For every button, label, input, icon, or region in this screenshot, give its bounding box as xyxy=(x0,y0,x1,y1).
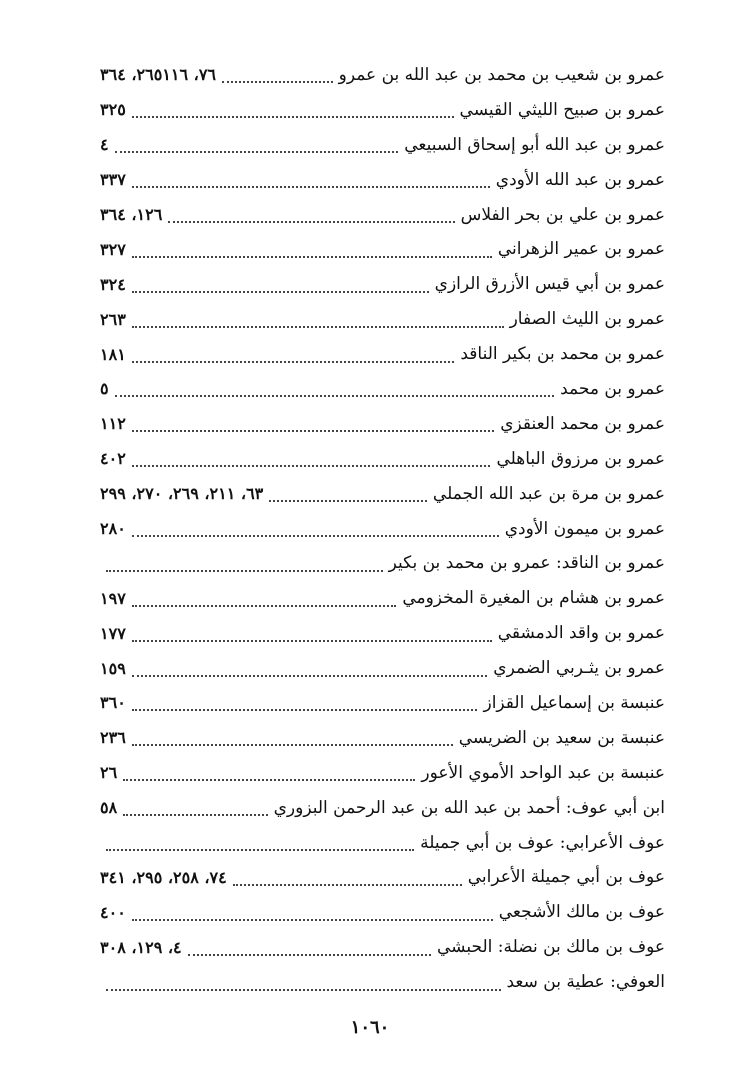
entry-pages: ٤، ١٢٩، ٣٠٨ xyxy=(100,937,182,957)
index-entry xyxy=(100,477,665,512)
index-entry xyxy=(100,616,665,651)
entry-name: عمرو بن الناقد: عمرو بن محمد بن بكير xyxy=(388,553,665,574)
index-entry xyxy=(100,337,665,372)
index-entry xyxy=(100,895,665,930)
index-entry xyxy=(100,965,665,1000)
entry-name: عمرو بن مرة بن عبد الله الجملي xyxy=(432,483,665,504)
dot-leader xyxy=(132,665,487,677)
dot-leader xyxy=(132,699,478,711)
index-entry xyxy=(100,267,665,302)
index-entry xyxy=(100,232,665,267)
entry-name: عمرو بن علي بن بحر الفلاس xyxy=(460,204,665,225)
index-entry xyxy=(100,372,665,407)
index-entry xyxy=(100,686,665,721)
index-entry xyxy=(100,198,665,233)
dot-leader xyxy=(115,141,399,153)
dot-leader xyxy=(132,420,494,432)
index-entry xyxy=(100,756,665,791)
index-entry xyxy=(100,302,665,337)
entry-name: عوف بن مالك بن نضلة: الحبشي xyxy=(437,937,665,958)
entry-name: عمرو بن محمد xyxy=(560,378,665,399)
entry-pages: ٧٤، ٢٥٨، ٢٩٥، ٣٤١ xyxy=(100,867,227,887)
index-entry xyxy=(100,581,665,616)
entry-name: عنبسة بن عبد الواحد الأموي الأعور xyxy=(421,762,665,783)
dot-leader xyxy=(132,734,453,746)
index-entry xyxy=(100,546,665,581)
entry-pages: ٤٠٠ xyxy=(100,902,126,922)
entry-pages: ٣٢٧ xyxy=(100,239,126,259)
dot-leader xyxy=(168,211,454,223)
index-entry xyxy=(100,163,665,198)
dot-leader xyxy=(132,525,499,537)
index-entry xyxy=(100,651,665,686)
entry-name: عمرو بن عبد الله أبو إسحاق السبيعي xyxy=(404,134,665,155)
dot-leader xyxy=(132,455,491,467)
index-entry xyxy=(100,826,665,861)
entry-name: عمرو بن أبي قيس الأزرق الرازي xyxy=(434,274,665,295)
dot-leader xyxy=(222,71,333,83)
dot-leader xyxy=(132,106,454,118)
index-list xyxy=(100,58,665,1000)
entry-pages: ١٥٩ xyxy=(100,658,126,678)
entry-name: عمرو بن صبيح الليثي القيسي xyxy=(459,99,665,120)
entry-name: ابن أبي عوف: أحمد بن عبد الله بن عبد الرحمن البزوري xyxy=(273,797,665,818)
entry-name: عمرو بن شعيب بن محمد بن عبد الله بن عمرو xyxy=(338,64,665,85)
dot-leader xyxy=(123,769,415,781)
dot-leader xyxy=(132,246,492,258)
dot-leader xyxy=(132,909,493,921)
entry-name: عنبسة بن سعيد بن الضريسي xyxy=(458,727,665,748)
index-entry xyxy=(100,721,665,756)
entry-pages: ١١٢ xyxy=(100,414,126,434)
entry-pages: ٢٣٦ xyxy=(100,728,126,748)
entry-name: عوف بن مالك الأشجعي xyxy=(498,902,665,923)
dot-leader xyxy=(132,595,397,607)
dot-leader xyxy=(132,176,490,188)
entry-pages: ٤ xyxy=(100,135,109,155)
entry-pages: ١٧٧ xyxy=(100,623,126,643)
dot-leader xyxy=(106,560,383,572)
entry-name: عمرو بن محمد العنقزي xyxy=(500,413,665,434)
entry-name: عوف بن أبي جميلة الأعرابي xyxy=(467,867,665,888)
index-entry xyxy=(100,930,665,965)
entry-name: عمرو بن عبد الله الأودي xyxy=(495,169,665,190)
index-entry xyxy=(100,407,665,442)
entry-pages: ٣٣٧ xyxy=(100,170,126,190)
dot-leader xyxy=(123,804,267,816)
dot-leader xyxy=(106,839,414,851)
entry-pages: ٢٨٠ xyxy=(100,519,126,539)
entry-pages: ١٨١ xyxy=(100,344,126,364)
entry-name: عمرو بن مرزوق الباهلي xyxy=(496,448,665,469)
entry-pages: ٢٦٣ xyxy=(100,309,126,329)
entry-pages: ١٢٦، ٣٦٤ xyxy=(100,205,163,224)
entry-pages: ٢٦ xyxy=(100,763,118,783)
entry-name: عمرو بن واقد الدمشقي xyxy=(497,623,665,644)
dot-leader xyxy=(132,316,504,328)
dot-leader xyxy=(106,979,501,991)
entry-pages: ٥ xyxy=(100,379,109,399)
index-entry xyxy=(100,128,665,163)
dot-leader xyxy=(188,944,431,956)
entry-pages: ٣٢٤ xyxy=(100,274,126,294)
index-entry xyxy=(100,512,665,547)
entry-name: العوفي: عطية بن سعد xyxy=(506,972,665,993)
index-entry xyxy=(100,791,665,826)
entry-pages: ٣٦٠ xyxy=(100,693,126,713)
entry-name: عمرو بن يثـربي الضمري xyxy=(493,658,665,679)
page-number: ١٠٦٠ xyxy=(350,1017,390,1038)
index-entry xyxy=(100,442,665,477)
entry-pages: ٤٠٢ xyxy=(100,449,126,469)
entry-pages: ٦٣، ٢١١، ٢٦٩، ٢٧٠، ٢٩٩ xyxy=(100,484,264,504)
index-entry xyxy=(100,58,665,93)
entry-name: عمرو بن هشام بن المغيرة المخزومي xyxy=(402,588,665,609)
dot-leader xyxy=(132,281,429,293)
dot-leader xyxy=(233,874,462,886)
entry-name: عمرو بن الليث الصفار xyxy=(509,309,665,330)
entry-name: عمرو بن ميمون الأودي xyxy=(504,518,665,539)
dot-leader xyxy=(132,351,455,363)
entry-pages: ٥٨ xyxy=(100,798,118,818)
entry-name: عمرو بن محمد بن بكير الناقد xyxy=(460,344,665,365)
dot-leader xyxy=(269,490,427,502)
dot-leader xyxy=(115,385,555,397)
entry-pages: ٣٢٥ xyxy=(100,100,126,120)
entry-pages: ٧٦، ٢٦٥١١٦، ٣٦٤ xyxy=(100,65,216,85)
entry-name: عوف الأعرابي: عوف بن أبي جميلة xyxy=(420,832,665,853)
entry-name: عمرو بن عمير الزهراني xyxy=(497,239,665,260)
dot-leader xyxy=(132,630,492,642)
entry-name: عنبسة بن إسماعيل القزاز xyxy=(483,692,665,713)
entry-pages: ١٩٧ xyxy=(100,588,126,608)
index-entry xyxy=(100,860,665,895)
index-entry xyxy=(100,93,665,128)
